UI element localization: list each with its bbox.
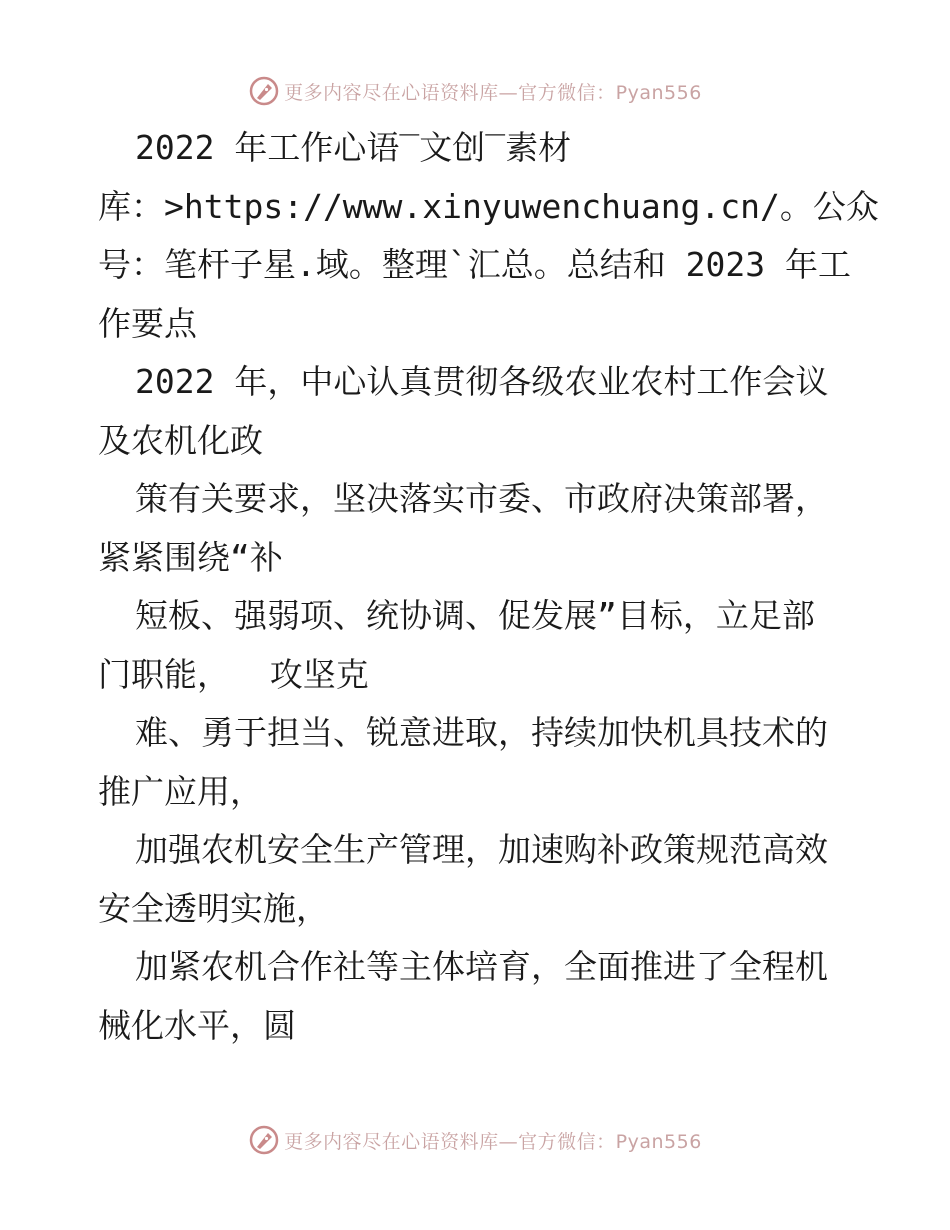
footer-watermark <box>0 1120 950 1160</box>
text-line: 械化水平，圆 <box>98 1005 296 1045</box>
watermark-text: 更多内容尽在心语资料库—官方微信：Pyan556 <box>284 1130 702 1153</box>
text-line: 推广应用， <box>98 771 263 811</box>
text-line: 安全透明实施， <box>98 888 329 928</box>
text-line: 加紧农机合作社等主体培育，全面推进了全程机 <box>135 947 828 986</box>
pen-nib-logo-icon <box>248 75 280 107</box>
watermark-text: 更多内容尽在心语资料库—官方微信：Pyan556 <box>284 81 702 104</box>
text-line: 2022 年，中心认真贯彻各级农业农村工作会议 <box>135 362 829 401</box>
text-line: 策有关要求，坚决落实市委、市政府决策部署， <box>135 479 828 518</box>
text-line: 加强农机安全生产管理，加速购补政策规范高效 <box>135 830 828 869</box>
text-line: 短板、强弱项、统协调、促发展”目标，立足部 <box>135 596 815 635</box>
header-watermark <box>0 71 950 111</box>
text-line: 2022 年工作心语‾文创‾素材 <box>135 128 572 167</box>
text-line: 及农机化政 <box>98 420 263 460</box>
text-line: 号：笔杆子星.域。整理`汇总。总结和 2023 年工 <box>98 245 851 284</box>
document-body <box>98 119 879 1055</box>
text-line: 难、勇于担当、锐意进取，持续加快机具技术的 <box>135 713 828 752</box>
text-line: 库：>https://www.xinyuwenchuang.cn/。公众 <box>98 186 879 226</box>
pen-nib-logo-icon <box>248 1124 280 1156</box>
text-line: 紧紧围绕“补 <box>98 537 283 577</box>
text-line: 作要点 <box>98 303 197 343</box>
text-line: 门职能， 攻坚克 <box>98 654 369 694</box>
